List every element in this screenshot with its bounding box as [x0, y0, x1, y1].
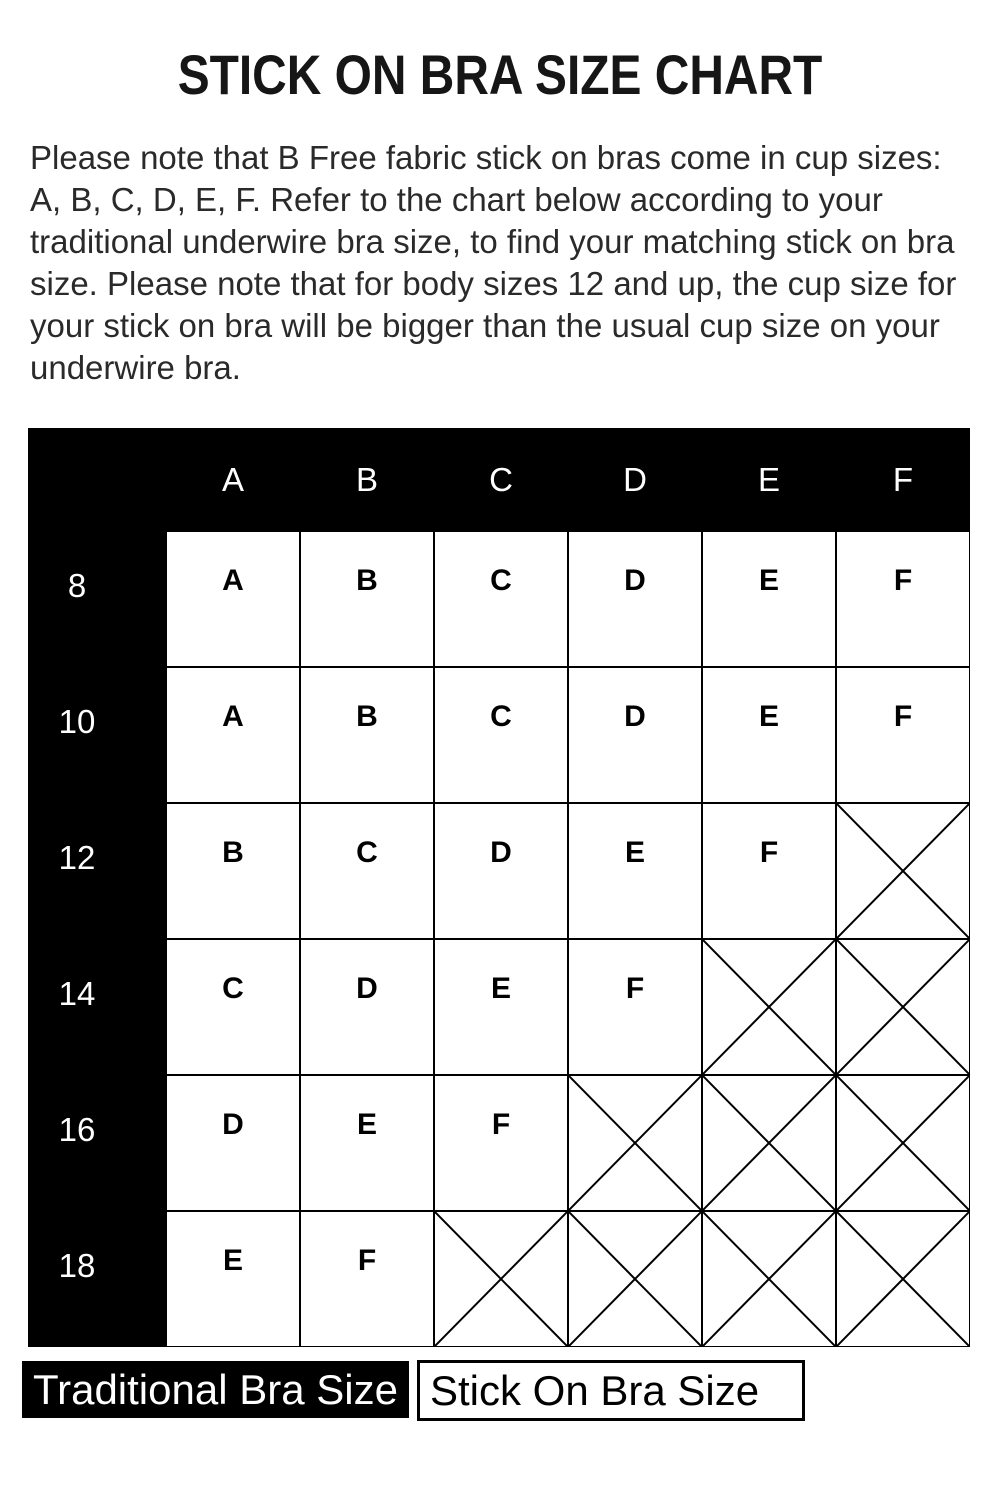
cell-14-A: C	[166, 939, 300, 1075]
cell-12-D: E	[568, 803, 702, 939]
crossed-out-icon	[568, 1211, 702, 1347]
cell-8-C: C	[434, 531, 568, 667]
column-header-A: A	[221, 460, 244, 498]
cell-10-D: D	[568, 667, 702, 803]
table-corner-cell	[28, 428, 166, 531]
cell-10-A: A	[166, 667, 300, 803]
column-header-F: F	[892, 460, 914, 498]
cell-16-C: F	[434, 1075, 568, 1211]
cell-12-A: B	[166, 803, 300, 939]
cell-18-D-crossed	[568, 1211, 702, 1347]
row-header-12: 12	[58, 839, 96, 876]
cell-18-E-crossed	[702, 1211, 836, 1347]
row-header-8: 8	[67, 567, 87, 604]
cell-16-D-crossed	[568, 1075, 702, 1211]
crossed-out-icon	[836, 939, 970, 1075]
crossed-out-icon	[836, 803, 970, 939]
cell-14-D: F	[568, 939, 702, 1075]
row-header-14: 14	[58, 975, 96, 1012]
cell-8-B: B	[300, 531, 434, 667]
cell-16-B: E	[300, 1075, 434, 1211]
cell-10-C: C	[434, 667, 568, 803]
cell-12-C: D	[434, 803, 568, 939]
crossed-out-icon	[568, 1075, 702, 1211]
legend-traditional-bra-size: Traditional Bra Size	[22, 1361, 409, 1418]
cell-18-B: F	[300, 1211, 434, 1347]
crossed-out-icon	[434, 1211, 568, 1347]
row-header-10: 10	[58, 703, 96, 740]
cell-14-C: E	[434, 939, 568, 1075]
row-header-16: 16	[58, 1111, 96, 1148]
column-header-C: C	[489, 460, 513, 498]
crossed-out-icon	[702, 939, 836, 1075]
column-header-E: E	[757, 460, 780, 498]
size-chart-table	[28, 428, 970, 1347]
cell-10-F: F	[836, 667, 970, 803]
cell-12-B: C	[300, 803, 434, 939]
cell-16-A: D	[166, 1075, 300, 1211]
cell-18-A: E	[166, 1211, 300, 1347]
crossed-out-icon	[702, 1075, 836, 1211]
cell-14-B: D	[300, 939, 434, 1075]
cell-10-B: B	[300, 667, 434, 803]
cell-14-F-crossed	[836, 939, 970, 1075]
cell-16-F-crossed	[836, 1075, 970, 1211]
cell-8-A: A	[166, 531, 300, 667]
cell-10-E: E	[702, 667, 836, 803]
crossed-out-icon	[836, 1075, 970, 1211]
row-header-18: 18	[58, 1247, 96, 1284]
cell-12-F-crossed	[836, 803, 970, 939]
cell-8-F: F	[836, 531, 970, 667]
cell-12-E: F	[702, 803, 836, 939]
legend-stick-on-bra-size: Stick On Bra Size	[417, 1360, 805, 1421]
intro-paragraph: Please note that B Free fabric stick on bras come in cup sizes: A, B, C, D, E, F. Refer to the chart below according to your traditional underwire bra size, to find your matching stick on bra size. Please note that for body sizes 12 and up, the cup size for your stick on bra will be bigger than the usual cup size on your underwire bra.	[30, 139, 957, 386]
cell-16-E-crossed	[702, 1075, 836, 1211]
crossed-out-icon	[836, 1211, 970, 1347]
cell-18-F-crossed	[836, 1211, 970, 1347]
page-title: STICK ON BRA SIZE CHART	[177, 43, 823, 106]
cell-8-E: E	[702, 531, 836, 667]
cell-18-C-crossed	[434, 1211, 568, 1347]
legend	[22, 1360, 1000, 1421]
column-header-B: B	[355, 460, 378, 498]
page	[0, 42, 1000, 1504]
column-header-D: D	[623, 460, 647, 498]
cell-8-D: D	[568, 531, 702, 667]
cell-14-E-crossed	[702, 939, 836, 1075]
crossed-out-icon	[702, 1211, 836, 1347]
